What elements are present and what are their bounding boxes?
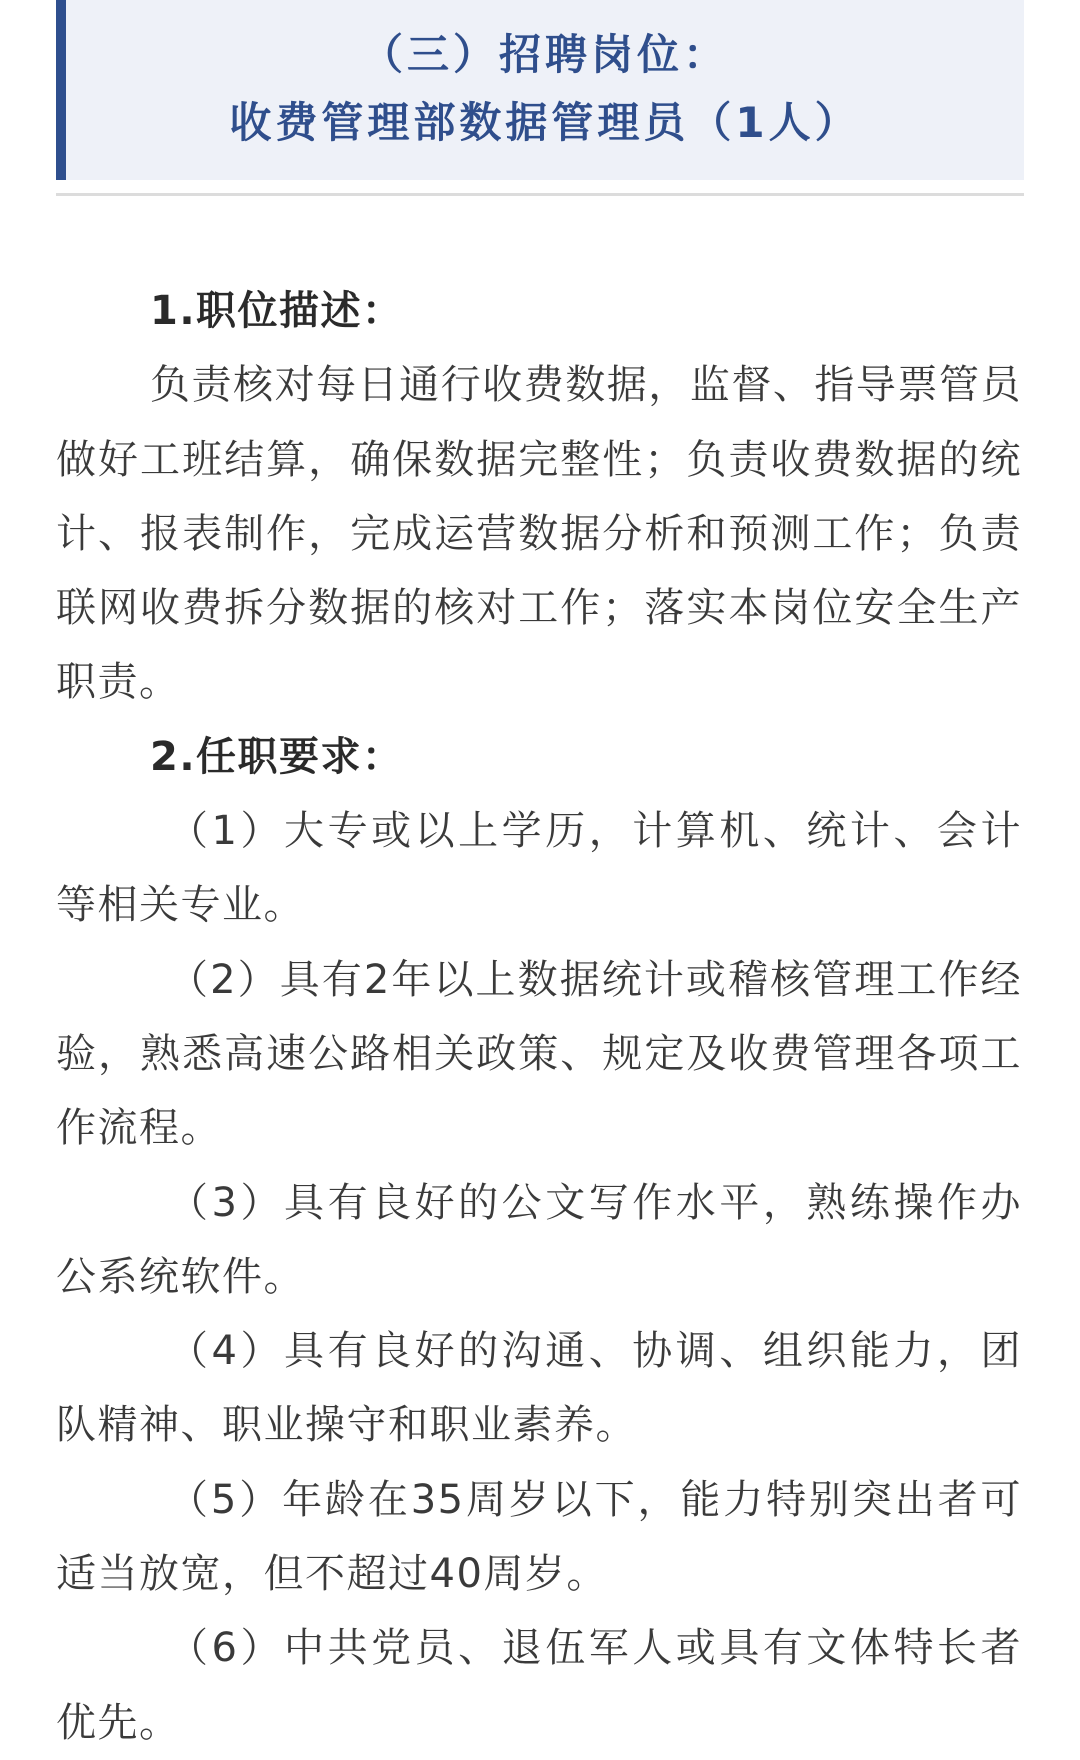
- position-name-title: 收费管理部数据管理员（1人）: [229, 98, 861, 147]
- requirements-heading: 2.任职要求：: [150, 733, 404, 780]
- job-description-text: 负责核对每日通行收费数据，监督、指导票管员做好工班结算，确保数据完整性；负责收费数据的统计、报表制作，完成运营数据分析和预测工作；负责联网收费拆分数据的核对工作；落实本岗位安全生产职责。: [56, 362, 1022, 706]
- requirement-item-6: （6）中共党员、退伍军人或具有文体特长者优先。: [56, 1625, 1022, 1746]
- requirement-item-5: （5）年龄在35周岁以下，能力特别突出者可适当放宽，但不超过40周岁。: [56, 1476, 1022, 1598]
- requirement-item-4: （4）具有良好的沟通、协调、组织能力，团队精神、职业操守和职业素养。: [56, 1328, 1022, 1449]
- section-divider: [56, 193, 1024, 196]
- requirement-item-3: （3）具有良好的公文写作水平，熟练操作办公系统软件。: [56, 1179, 1022, 1300]
- position-header: [56, 0, 1024, 180]
- article-body: [56, 274, 1022, 1760]
- requirement-item-2: （2）具有2年以上数据统计或稽核管理工作经验，熟悉高速公路相关政策、规定及收费管理各项工作流程。: [56, 956, 1022, 1152]
- requirement-item-1: （1）大专或以上学历，计算机、统计、会计等相关专业。: [56, 808, 1022, 929]
- position-section-title: （三）招聘岗位：: [360, 30, 729, 79]
- job-description-heading: 1.职位描述：: [150, 288, 404, 334]
